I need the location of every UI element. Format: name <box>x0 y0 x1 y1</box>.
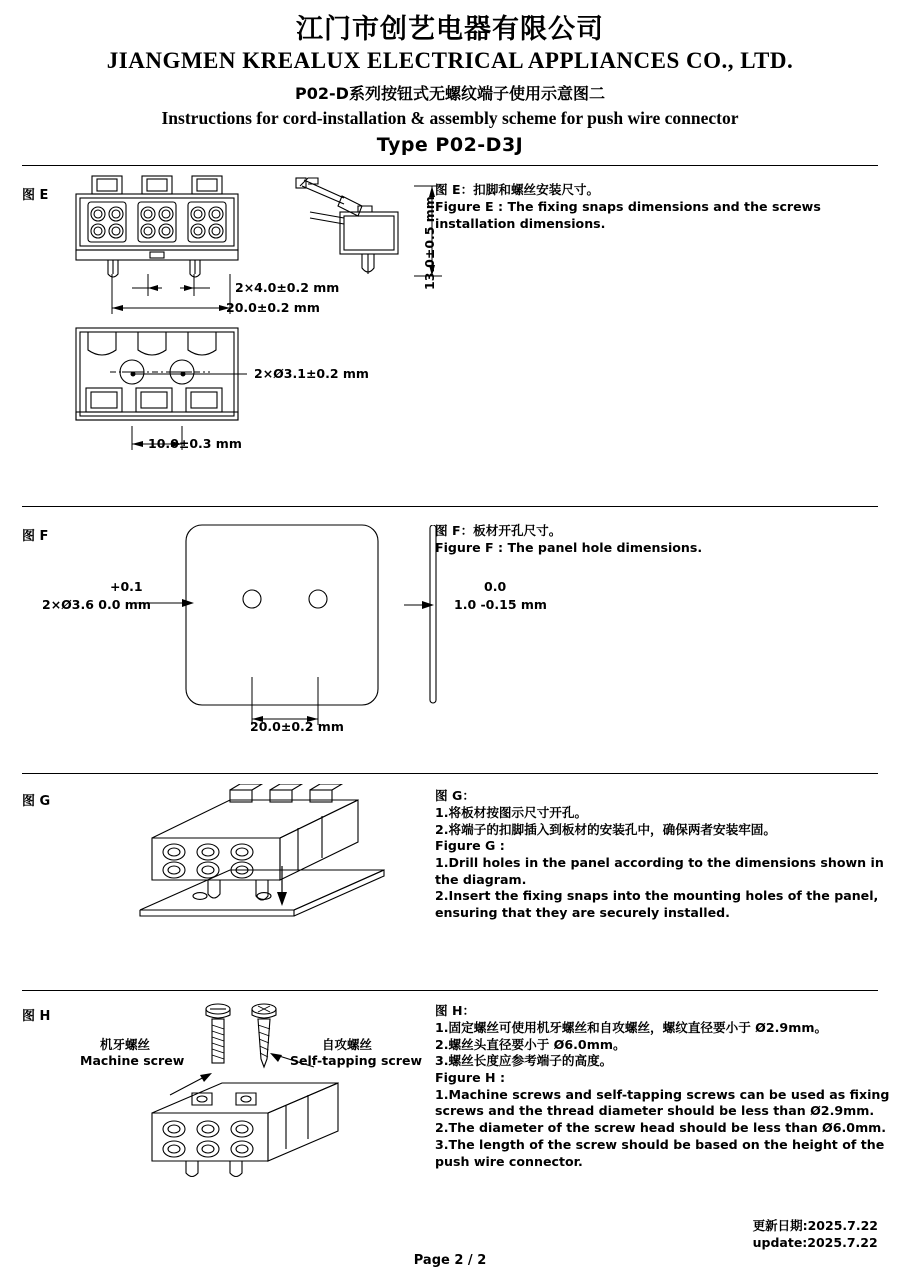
section-h-desc-cn-2: 2.螺丝头直径要小于 Ø6.0mm。 <box>435 1036 626 1052</box>
figure-g-assembly-drawing <box>112 784 412 949</box>
document-header <box>22 0 878 156</box>
section-f-desc-cn: 图 F：板材开孔尺寸。 <box>435 523 562 539</box>
dim-snap-width: 2×4.0±0.2 mm <box>235 280 340 296</box>
figure-e-top-view-drawing <box>70 174 260 284</box>
dim-panel-thickness: 1.0 -0.15 mm <box>454 597 547 613</box>
section-e-desc-en-1: Figure E : The fixing snaps dimensions and the screws <box>435 198 821 214</box>
figure-f-thickness-leader <box>400 595 446 615</box>
section-figure-g <box>22 774 884 990</box>
dim-panel-span: 20.0±0.2 mm <box>250 719 344 735</box>
section-h-desc-en-5: push wire connector. <box>435 1153 583 1169</box>
section-g-desc-cn-1: 1.将板材按图示尺寸开孔。 <box>435 804 588 820</box>
section-h-desc-en-2: screws and the thread diameter should be less than Ø2.9mm. <box>435 1103 875 1119</box>
company-name-en: JIANGMEN KREALUX ELECTRICAL APPLIANCES CO., LTD. <box>106 48 794 74</box>
dim-panel-hole: 2×Ø3.6 0.0 mm <box>42 597 151 613</box>
callout-machine-screw-en: Machine screw <box>80 1053 185 1069</box>
figure-h-machine-screw-leader <box>162 1069 218 1103</box>
page-number: Page 2 / 2 <box>413 1253 487 1268</box>
dim-height: 13.0±0.5 mm <box>422 196 437 291</box>
update-date-cn: 更新日期:2025.7.22 <box>752 1218 878 1234</box>
figure-e-side-view-drawing <box>280 172 430 284</box>
section-g-desc-en-title: Figure G : <box>435 838 505 854</box>
dim-panel-thickness-tolerance: 0.0 <box>484 579 507 595</box>
company-name-cn: 江门市创艺电器有限公司 <box>296 14 604 45</box>
section-h-desc-en-title: Figure H : <box>435 1069 505 1085</box>
section-e-desc-en-2: installation dimensions. <box>435 215 606 231</box>
section-f-description <box>435 523 900 556</box>
section-g-desc-en-2: the diagram. <box>435 871 527 887</box>
section-h-desc-en-3: 2.The diameter of the screw head should be less than Ø6.0mm. <box>435 1120 887 1136</box>
section-g-description <box>435 788 900 922</box>
section-h-label: 图 H <box>22 1009 51 1025</box>
section-h-desc-cn-3: 3.螺丝长度应参考端子的高度。 <box>435 1053 613 1069</box>
section-g-label: 图 G <box>22 794 51 810</box>
callout-self-tapping-screw-cn: 自攻螺丝 <box>322 1037 373 1053</box>
section-e-description <box>435 182 900 232</box>
section-figure-h <box>22 991 890 1207</box>
section-h-desc-en-1: 1.Machine screws and self-tapping screws can be used as fixing <box>435 1086 890 1102</box>
section-e-label: 图 E <box>22 188 49 204</box>
dim-panel-hole-tolerance: +0.1 <box>110 579 143 595</box>
document-title-cn: P02-D系列按钮式无螺纹端子使用示意图二 <box>295 84 605 104</box>
document-title-en: Instructions for cord-installation & assembly scheme for push wire connector <box>161 108 739 129</box>
product-type: Type P02-D3J <box>376 134 524 157</box>
figure-e-hole-leader <box>127 362 257 386</box>
section-g-desc-cn-2: 2.将端子的扣脚插入到板材的安装孔中，确保两者安装牢固。 <box>435 821 776 837</box>
dim-hole-diameter: 2×Ø3.1±0.2 mm <box>254 366 369 382</box>
section-figure-f <box>22 507 878 773</box>
dim-hole-span: 10.0±0.3 mm <box>148 436 242 452</box>
callout-machine-screw-cn: 机牙螺丝 <box>100 1037 151 1053</box>
section-figure-e <box>22 166 878 506</box>
callout-self-tapping-screw-en: Self-tapping screw <box>290 1053 423 1069</box>
section-g-desc-en-4: ensuring that they are securely installed. <box>435 905 730 921</box>
section-f-label: 图 F <box>22 529 49 545</box>
section-h-desc-cn-title: 图 H： <box>435 1003 476 1019</box>
section-f-desc-en-1: Figure F : The panel hole dimensions. <box>435 539 703 555</box>
section-e-desc-cn: 图 E：扣脚和螺丝安装尺寸。 <box>435 182 600 198</box>
section-g-desc-cn-title: 图 G： <box>435 788 475 804</box>
update-date-en: update:2025.7.22 <box>752 1235 878 1251</box>
section-h-desc-en-4: 3.The length of the screw should be based on the height of the <box>435 1136 885 1152</box>
section-g-desc-en-1: 1.Drill holes in the panel according to the dimensions shown in <box>435 854 884 870</box>
section-h-desc-cn-1: 1.固定螺丝可使用机牙螺丝和自攻螺丝，螺纹直径要小于 Ø2.9mm。 <box>435 1019 828 1035</box>
figure-f-panel-side-drawing <box>422 525 448 711</box>
update-date <box>753 1218 878 1252</box>
section-g-desc-en-3: 2.Insert the fixing snaps into the mounting holes of the panel, <box>435 888 879 904</box>
dim-snap-span: 20.0±0.2 mm <box>226 300 320 316</box>
section-h-description <box>435 1003 900 1170</box>
